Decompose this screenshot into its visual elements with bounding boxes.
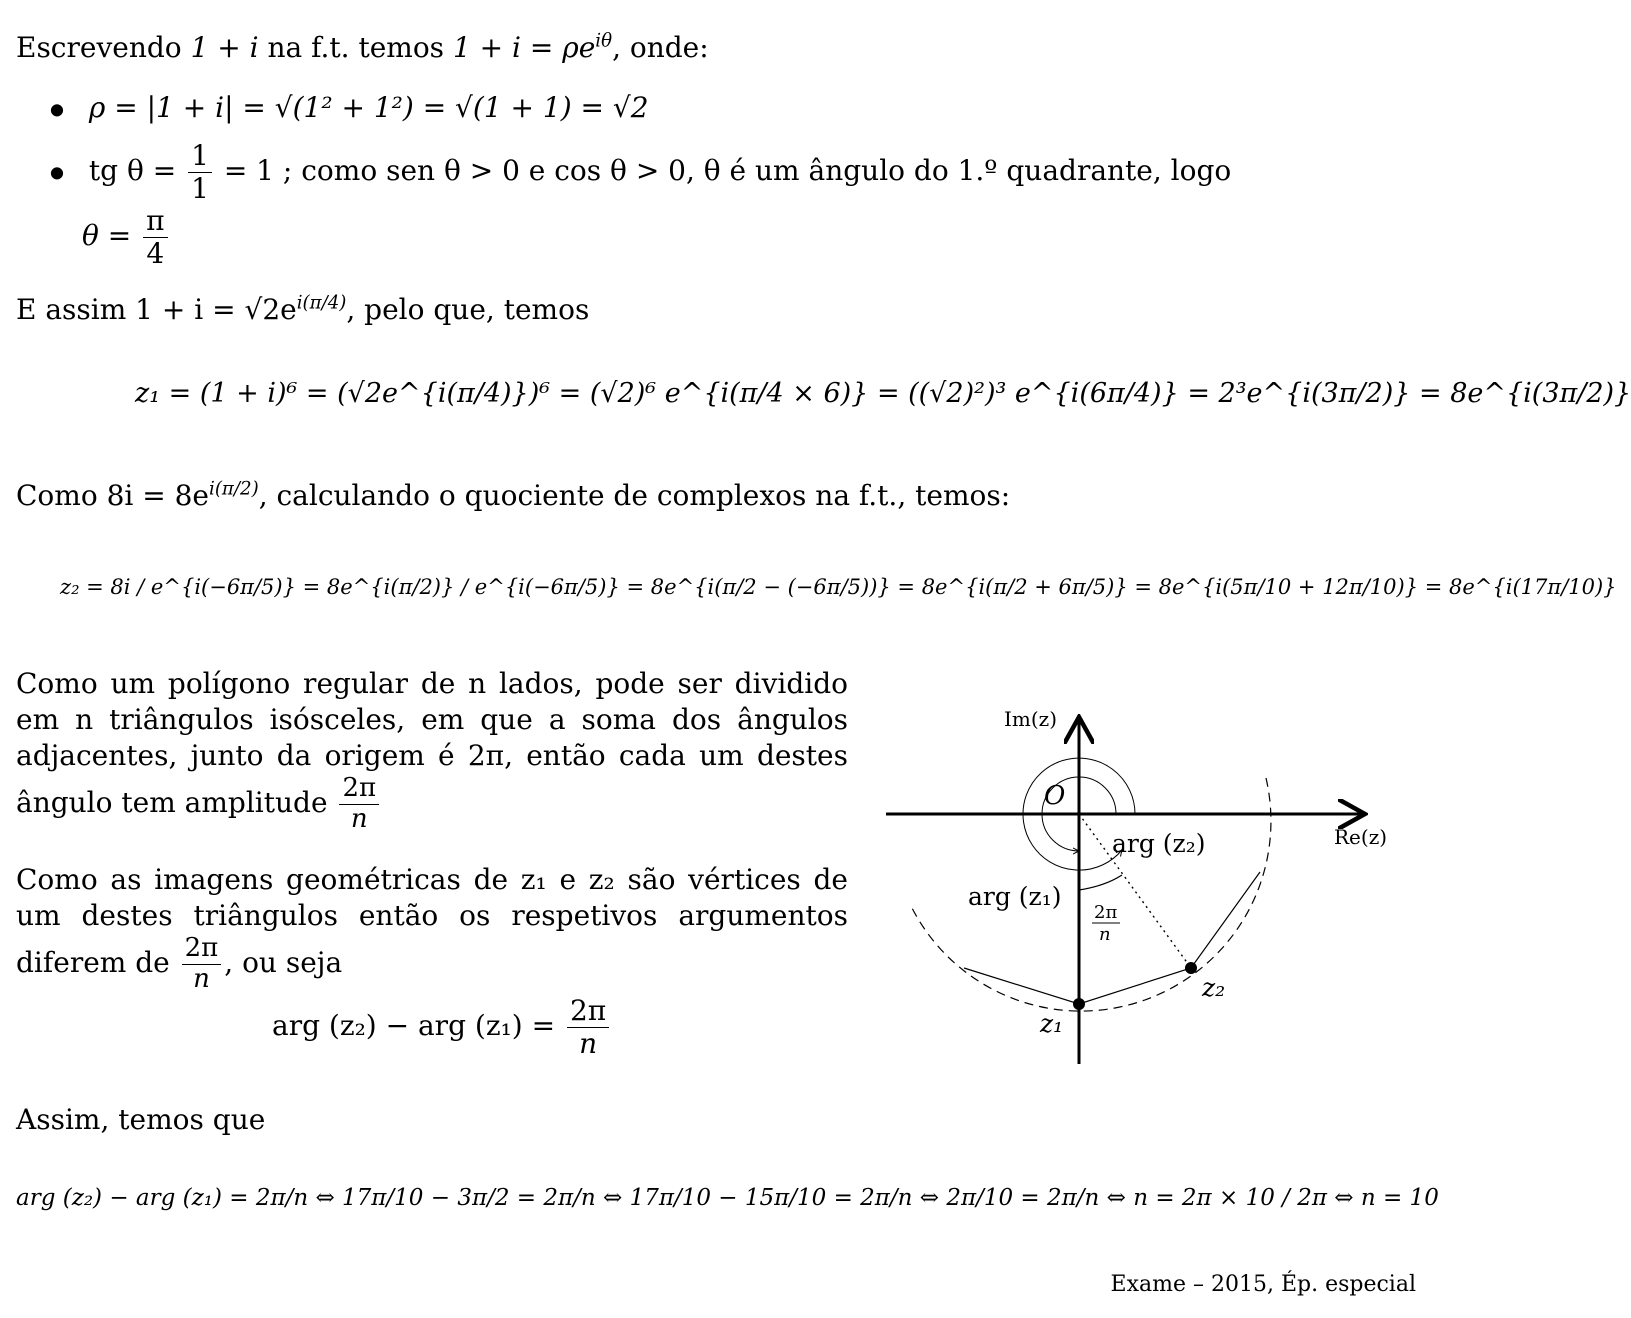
- intro-line: Escrevendo 1 + i na f.t. temos $1 + i = \rho e^{i\theta}$, onde:: [16, 30, 709, 64]
- intro-mid: na f.t. temos: [258, 31, 453, 64]
- equation-final: arg (z₂) − arg (z₁) = 2π/n ⇔ 17π/10 − 3π/2 = 2π/n ⇔ 17π/10 − 15π/10 = 2π/n ⇔ 2π/10 = 2π/n ⇔ n = 2π × 10 / 2π ⇔ n = 10: [16, 1185, 1439, 1211]
- angle-numerator: 2π: [1094, 902, 1118, 923]
- bullet-dot-icon: ●: [50, 162, 64, 182]
- origin-label: O: [1044, 781, 1066, 811]
- equation-z1: z₁ = (1 + i)⁶ = (√2e^{i(π/4)})⁶ = (√2)⁶ e^{i(π/4 × 6)} = ((√2)²)³ e^{i(6π/4)} = 2³e^{i(3π/2)} = 8e^{i(3π/2)}: [135, 378, 1631, 409]
- bullet-rho: [50, 90, 649, 125]
- intro-suffix: , onde:: [612, 31, 709, 64]
- argand-diagram: [880, 700, 1420, 1080]
- intro-prefix: Escrevendo: [16, 31, 191, 64]
- equation-arg: arg (z₂) − arg (z₁) = $\frac{2\pi}{n}$: [272, 995, 612, 1060]
- paragraph-polygon: Como um polígono regular de n lados, pode ser dividido em n triângulos isósceles, em que a soma dos ângulos adjacentes, junto da origem é 2π, então cada um destes ângulo tem amplitude $\frac{2\pi}{n}$: [16, 667, 848, 834]
- como-line: Como $8i = 8e^{i(\pi/2)}$, calculando o quociente de complexos na f.t., temos:: [16, 478, 1011, 512]
- bullet1-text: ρ = |1 + i| = √(1² + 1²) = √(1 + 1) = √2: [88, 91, 649, 124]
- assim-temos: Assim, temos que: [16, 1103, 266, 1136]
- angle-denominator: n: [1099, 924, 1111, 945]
- z1-label: z₁: [1040, 1009, 1064, 1038]
- bullet-theta: [50, 140, 1231, 205]
- paragraph-vertices: Como as imagens geométricas de z₁ e z₂ são vértices de um destes triângulos então os respetivos argumentos diferem de $\frac{2\pi}{n}$ , ou seja: [16, 863, 848, 994]
- arg-z2-label: arg (z₂): [1112, 829, 1206, 858]
- footer-source: Exame – 2015, Ép. especial: [1110, 1272, 1416, 1297]
- point-z2: [1185, 962, 1197, 974]
- point-z1: [1073, 998, 1085, 1010]
- bullet-dot-icon: ●: [50, 99, 64, 119]
- tg-prefix: tg θ =: [88, 154, 177, 188]
- equation-z2: z₂ = 8i / e^{i(−6π/5)} = 8e^{i(π/2)} / e^{i(−6π/5)} = 8e^{i(π/2 − (−6π/5))} = 8e^{i(π/2 + 6π/5)} = 8e^{i(5π/10 + 12π/10)} = 8e^{i(17π/10)}: [60, 575, 1617, 599]
- im-axis-label: Im(z): [1004, 707, 1058, 731]
- z2-label: z₂: [1202, 973, 1226, 1002]
- arg-z1-label: arg (z₁): [968, 882, 1062, 911]
- tg-suffix: = 1 ; como sen θ > 0 e cos θ > 0, θ é um ângulo do 1.º quadrante, logo: [223, 154, 1232, 188]
- theta-value: θ = $\frac{\pi}{4}$: [82, 205, 171, 270]
- tg-fraction: $\frac{1}{1}$: [188, 140, 212, 205]
- angle-2pi-n-arc: [1079, 875, 1122, 890]
- re-axis-label: Re(z): [1334, 825, 1388, 849]
- assim-line: E assim $1 + i = √2e^{i(\pi/4)}$, pelo que, temos: [16, 292, 590, 326]
